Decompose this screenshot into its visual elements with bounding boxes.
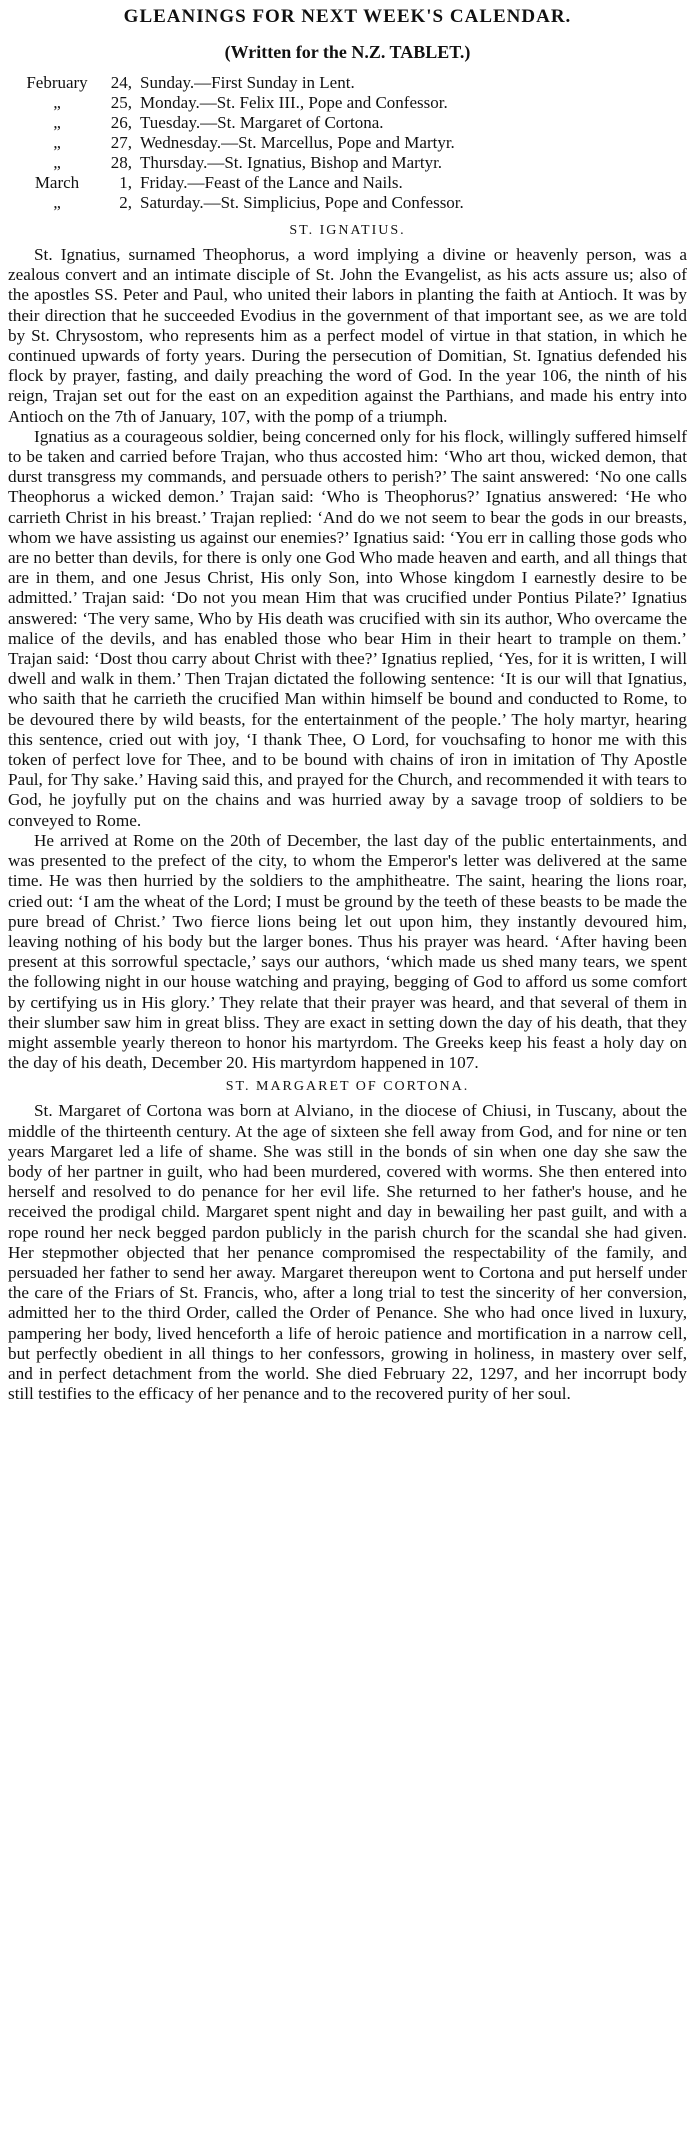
calendar-day: 24,: [110, 73, 132, 92]
calendar-entry: Thursday.—St. Ignatius, Bishop and Martyr.: [140, 153, 443, 172]
calendar-day: 2,: [119, 193, 132, 212]
paragraph: He arrived at Rome on the 20th of December, the last day of the public entertainments, and was presented to the prefect of the city, to whom the Emperor's letter was delivered at the same time. He was then hurried by the soldiers to the amphitheatre. The saint, hearing the lions roar, cried out: ‘I am the wheat of the Lord; I must be ground by the teeth of these beasts to be made the pure bread of Christ.’ Two fierce lions being let out upon him, they instantly devoured him, leaving nothing of his body but the larger bones. Thus his prayer was heard. ‘After having been present at this sorrowful spectacle,’ says our authors, ‘which made us shed many tears, we spent the following night in our house watching and praying, begging of God to afford us some comfort by certifying us in His glory.’ They relate that their prayer was heard, and that several of them in their slumber saw him in great bliss. They are exact in setting down the day of his death, that they might assemble yearly thereon to honor his martyrdom. The Greeks keep his feast a holy day on the day of his death, December 20. His martyrdom happened in 107.: [8, 830, 687, 1073]
article-subtitle: (Written for the N.Z. TABLET.): [224, 42, 471, 62]
calendar-month: „: [53, 153, 61, 172]
calendar-list: [8, 73, 687, 213]
calendar-day: 1,: [119, 173, 132, 192]
calendar-row: [8, 113, 687, 133]
calendar-month: „: [53, 193, 61, 212]
calendar-day: 26,: [110, 113, 132, 132]
calendar-row: [8, 93, 687, 113]
calendar-month: „: [53, 93, 61, 112]
calendar-month: „: [53, 113, 61, 132]
paragraph: Ignatius as a courageous soldier, being concerned only for his flock, willingly suffered himself to be taken and carried before Trajan, who thus accosted him: ‘Who art thou, wicked demon, that durst transgress my commands, and persuade others to perish?’ The saint answered: ‘No one calls Theophorus a wicked demon.’ Trajan said: ‘Who is Theophorus?’ Ignatius answered: ‘He who carrieth Christ in his breast.’ Trajan replied: ‘And do we not seem to bear the gods in our breasts, whom we have assisting us against our enemies?’ Ignatius said: ‘You err in calling those gods who are no better than devils, for there is only one God Who made heaven and earth, and all things that are in them, and one Jesus Christ, His only Son, into Whose kingdom I earnestly desire to be admitted.’ Trajan said: ‘Do not you mean Him that was crucified under Pontius Pilate?’ Ignatius answered: ‘The very same, Who by His death was crucified with sin its author, Who overcame the malice of the devils, and has enabled those who bear Him in their heart to trample on them.’ Trajan said: ‘Dost thou carry about Christ with thee?’ Ignatius replied, ‘Yes, for it is written, I will dwell and walk in them.’ Then Trajan dictated the following sentence: ‘It is our will that Ignatius, who saith that he carrieth the crucified Man within himself be bound and conducted to Rome, to be devoured there by wild beasts, for the entertainment of the people.’ The holy martyr, hearing this sentence, cried out with joy, ‘I thank Thee, O Lord, for vouchsafing to honor me with this token of perfect love for Thee, and to be bound with chains of iron in imitation of Thy Apostle Paul, for Thy sake.’ Having said this, and prayed for the Church, and recommended it with tears to God, he joyfully put on the chains and was hurried away by a savage troop of soldiers to be conveyed to Rome.: [8, 426, 687, 830]
calendar-entry: Sunday.—First Sunday in Lent.: [140, 73, 355, 92]
section-heading-st-margaret: ST. MARGARET OF CORTONA.: [225, 1079, 470, 1095]
calendar-entry: Tuesday.—St. Margaret of Cortona.: [140, 113, 384, 132]
calendar-entry: Saturday.—St. Simplicius, Pope and Confessor.: [140, 193, 464, 212]
calendar-entry: Monday.—St. Felix III., Pope and Confessor.: [140, 93, 448, 112]
calendar-entry: Friday.—Feast of the Lance and Nails.: [140, 173, 403, 192]
calendar-row: [8, 73, 687, 93]
calendar-row: [8, 133, 687, 153]
calendar-row: [8, 173, 687, 193]
paragraph: St. Margaret of Cortona was born at Alviano, in the diocese of Chiusi, in Tuscany, about the middle of the thirteenth century. At the age of sixteen she fell away from God, and for nine or ten years Margaret led a life of shame. She was still in the bonds of sin when one day she saw the body of her partner in guilt, who had been murdered, covered with worms. She then entered into herself and resolved to do penance for her evil life. She returned to her father's house, and he received the prodigal child. Margaret spent night and day in bewailing her past guilt, and with a rope round her neck begged pardon publicly in the parish church for the scandal she had given. Her stepmother objected that her penance compromised the respectability of the family, and persuaded her father to send her away. Margaret thereupon went to Cortona and put herself under the care of the Friars of St. Francis, who, after a long trial to test the sincerity of her conversion, admitted her to the third Order, called the Order of Penance. She who had once lived in luxury, pampering her body, lived henceforth a life of heroic patience and mortification in a narrow cell, but perfectly obedient in all things to her confessors, growing in holiness, in mastery over self, and in perfect detachment from the world. She died February 22, 1297, and her incorrupt body still testifies to the efficacy of her penance and to the recovered purity of her soul.: [8, 1101, 687, 1404]
calendar-month: March: [34, 173, 80, 192]
calendar-row: [8, 193, 687, 213]
calendar-month: February: [26, 73, 88, 92]
calendar-day: 25,: [110, 93, 132, 112]
section-heading-st-ignatius: ST. IGNATIUS.: [289, 223, 406, 238]
article-title: GLEANINGS FOR NEXT WEEK'S CALENDAR.: [123, 6, 572, 27]
calendar-day: 27,: [110, 133, 132, 152]
paragraph: St. Ignatius, surnamed Theophorus, a word implying a divine or heavenly person, was a zealous convert and an intimate disciple of St. John the Evangelist, as his acts assure us; also of the apostles SS. Peter and Paul, who united their labors in planting the faith at Antioch. It was by their direction that he succeeded Evodius in the government of that important see, as we are told by St. Chrysostom, who represents him as a perfect model of virtue in that station, in which he continued upwards of forty years. During the persecution of Domitian, St. Ignatius defended his flock by prayer, fasting, and daily preaching the word of God. In the year 106, the ninth of his reign, Trajan set out for the east on an expedition against the Parthians, and made his entry into Antioch on the 7th of January, 107, with the pomp of a triumph.: [8, 245, 687, 426]
calendar-month: „: [53, 133, 61, 152]
calendar-row: [8, 153, 687, 173]
calendar-day: 28,: [110, 153, 132, 172]
calendar-entry: Wednesday.—St. Marcellus, Pope and Martyr.: [140, 133, 455, 152]
